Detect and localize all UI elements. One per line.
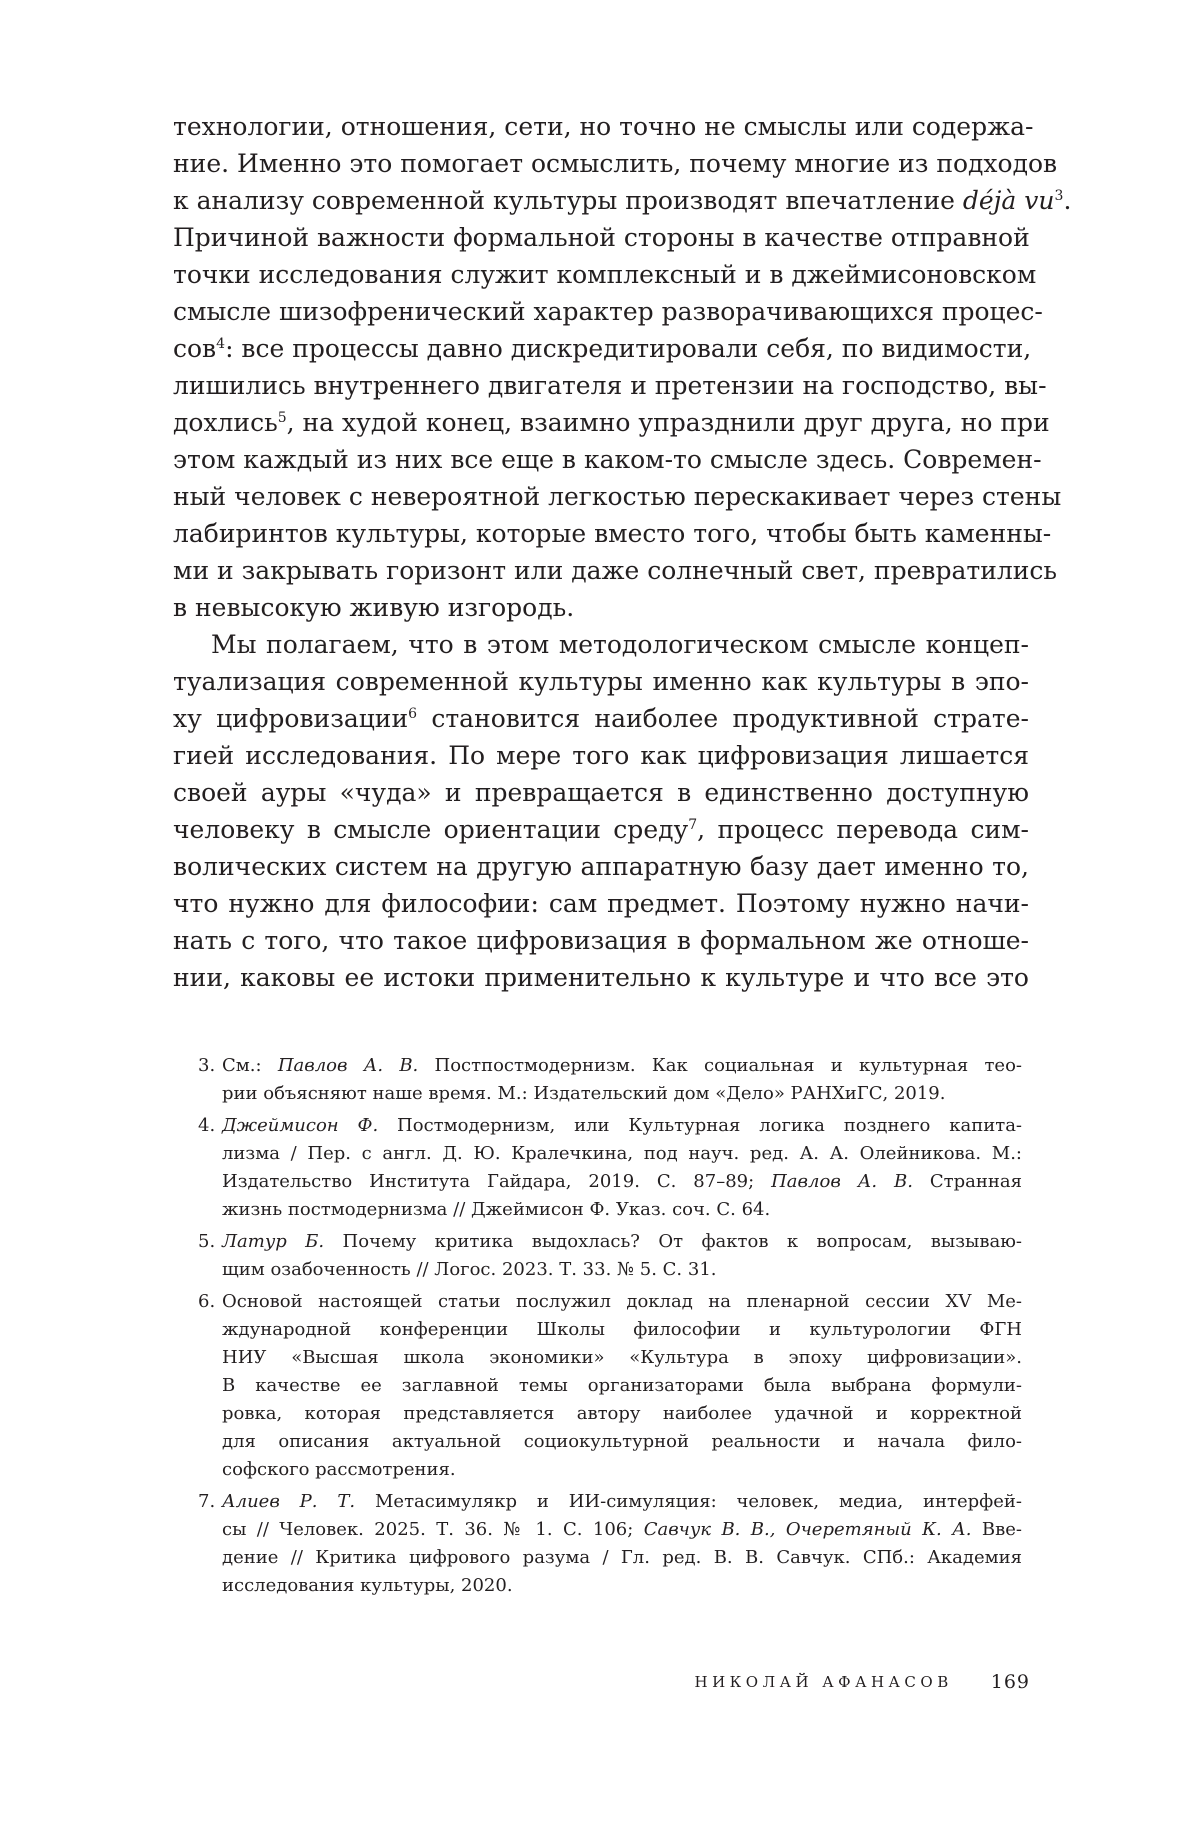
- footnote-line: Джеймисон Ф. Постмодернизм, или Культурная логика позднего капита-: [222, 1115, 1023, 1136]
- footnote-line: Издательство Института Гайдара, 2019. С. 87–89; Павлов А. В. Странная: [222, 1171, 1022, 1192]
- footnote-line: ровка, которая представляется автору наиболее удачной и корректной: [222, 1403, 1022, 1424]
- footnote-line: рии объясняют наше время. М.: Издательский дом «Дело» РАНХиГС, 2019.: [222, 1083, 946, 1104]
- text-line: нать с того, что такое цифровизация в формальном же отноше-: [173, 926, 1029, 955]
- footnote-line: исследования культуры, 2020.: [222, 1575, 513, 1596]
- author-name: Алиев Р. Т.: [222, 1491, 356, 1512]
- running-footer: [600, 1667, 1030, 1697]
- running-author: НИКОЛАЙ АФАНАСОВ: [694, 1673, 953, 1691]
- text-line: своей ауры «чуда» и превращается в единственно доступную: [173, 778, 1029, 807]
- footnote-number: 7.: [198, 1491, 216, 1512]
- text-line: Мы полагаем, что в этом методологическом смысле концеп-: [211, 630, 1029, 659]
- author-name: Латур Б.: [222, 1231, 325, 1252]
- footnote-3: [198, 1052, 1023, 1108]
- footnote-ref-6[interactable]: 6: [408, 706, 418, 722]
- text-line: дохлись$^5$, на худой конец, взаимно упразднили друг друга, но при: [173, 408, 1050, 437]
- text-line: лишились внутреннего двигателя и претензии на господство, вы-: [173, 371, 1047, 400]
- author-name: Джеймисон Ф.: [222, 1115, 379, 1136]
- text-line: смысле шизофренический характер разворачивающихся процес-: [173, 297, 1043, 326]
- footnote-number: 5.: [198, 1231, 216, 1252]
- text-line: в невысокую живую изгородь.: [173, 593, 575, 622]
- footnote-6: [198, 1288, 1022, 1484]
- footnote-line: См.: Павлов А. В. Постпостмодернизм. Как социальная и культурная тео-: [222, 1055, 1023, 1076]
- footnote-line: для описания актуальной социокультурной реальности и начала фило-: [222, 1431, 1022, 1452]
- footnote-number: 6.: [198, 1291, 216, 1312]
- footnote-line: лизма / Пер. с англ. Д. Ю. Кралечкина, под науч. ред. А. А. Олейникова. М.:: [222, 1143, 1022, 1164]
- text-line: ху цифровизации$^6$ становится наиболее продуктивной страте-: [173, 704, 1029, 733]
- footnote-4: [198, 1112, 1023, 1224]
- text-line: технологии, отношения, сети, но точно не смыслы или содержа-: [173, 112, 1034, 141]
- footnote-line: жизнь постмодернизма // Джеймисон Ф. Указ. соч. С. 64.: [222, 1199, 771, 1220]
- text-line: нии, каковы ее истоки применительно к культуре и что все это: [173, 963, 1029, 992]
- text-line: этом каждый из них все еще в каком-то смысле здесь. Современ-: [173, 445, 1042, 474]
- text-line: точки исследования служит комплексный и в джеймисоновском: [173, 260, 1037, 289]
- text-line: к анализу современной культуры производят впечатление déjà $vu^3$.: [173, 186, 1072, 215]
- footnote-7: [198, 1488, 1022, 1600]
- footnote-line: НИУ «Высшая школа экономики» «Культура в эпоху цифровизации».: [222, 1347, 1022, 1368]
- text-line: гией исследования. По мере того как цифровизация лишается: [173, 741, 1029, 770]
- footnote-number: 4.: [198, 1115, 216, 1136]
- text-line: ный человек с невероятной легкостью перескакивает через стены: [173, 482, 1062, 511]
- text-line: ние. Именно это помогает осмыслить, почему многие из подходов: [173, 149, 1058, 178]
- footnote-line: Основой настоящей статьи послужил доклад на пленарной сессии XV Ме-: [222, 1291, 1022, 1312]
- footnote-line: сы // Человек. 2025. Т. 36. № 1. С. 106; Савчук В. В., Очеретяный К. А. Вве-: [222, 1519, 1022, 1540]
- footnote-line: софского рассмотрения.: [222, 1459, 456, 1480]
- footnote-line: Алиев Р. Т. Метасимулякр и ИИ-симуляция: человек, медиа, интерфей-: [222, 1491, 1022, 1512]
- footnote-ref-4[interactable]: 4: [216, 336, 226, 352]
- footnote-line: ждународной конференции Школы философии и культурологии ФГН: [222, 1319, 1022, 1340]
- author-name: Савчук В. В., Очеретяный К. А.: [643, 1519, 972, 1540]
- page-number: 169: [990, 1671, 1030, 1693]
- text-line: что нужно для философии: сам предмет. Поэтому нужно начи-: [173, 889, 1029, 918]
- foreign-phrase: déjà vu: [962, 186, 1055, 215]
- author-name: Павлов А. В.: [277, 1055, 419, 1076]
- footnote-line: В качестве ее заглавной темы организаторами была выбрана формули-: [222, 1375, 1022, 1396]
- footnotes: [198, 1052, 1023, 1604]
- text-line: Причиной важности формальной стороны в качестве отправной: [173, 223, 1030, 252]
- footnote-ref-7[interactable]: 7: [688, 817, 698, 833]
- text-line: ми и закрывать горизонт или даже солнечный свет, превратились: [173, 556, 1058, 585]
- author-name: Павлов А. В.: [771, 1171, 913, 1192]
- text-line: волических систем на другую аппаратную базу дает именно то,: [173, 852, 1029, 881]
- footnote-number: 3.: [198, 1055, 216, 1076]
- text-line: сов$^4$: все процессы давно дискредитировали себя, по видимости,: [173, 334, 1032, 363]
- main-text: [173, 108, 1072, 996]
- footnote-line: щим озабоченность // Логос. 2023. Т. 33. № 5. С. 31.: [222, 1259, 717, 1280]
- footnote-ref-5[interactable]: 5: [277, 410, 287, 426]
- text-line: человеку в смысле ориентации среду$^7$, процесс перевода сим-: [173, 815, 1029, 844]
- footnote-5: [198, 1228, 1022, 1284]
- text-line: лабиринтов культуры, которые вместо того, чтобы быть каменны-: [173, 519, 1052, 548]
- footnote-line: дение // Критика цифрового разума / Гл. ред. В. В. Савчук. СПб.: Академия: [222, 1547, 1022, 1568]
- footnote-line: Латур Б. Почему критика выдохлась? От фактов к вопросам, вызываю-: [222, 1231, 1022, 1252]
- footnote-ref-3[interactable]: 3: [1054, 188, 1064, 204]
- text-line: туализация современной культуры именно как культуры в эпо-: [173, 667, 1029, 696]
